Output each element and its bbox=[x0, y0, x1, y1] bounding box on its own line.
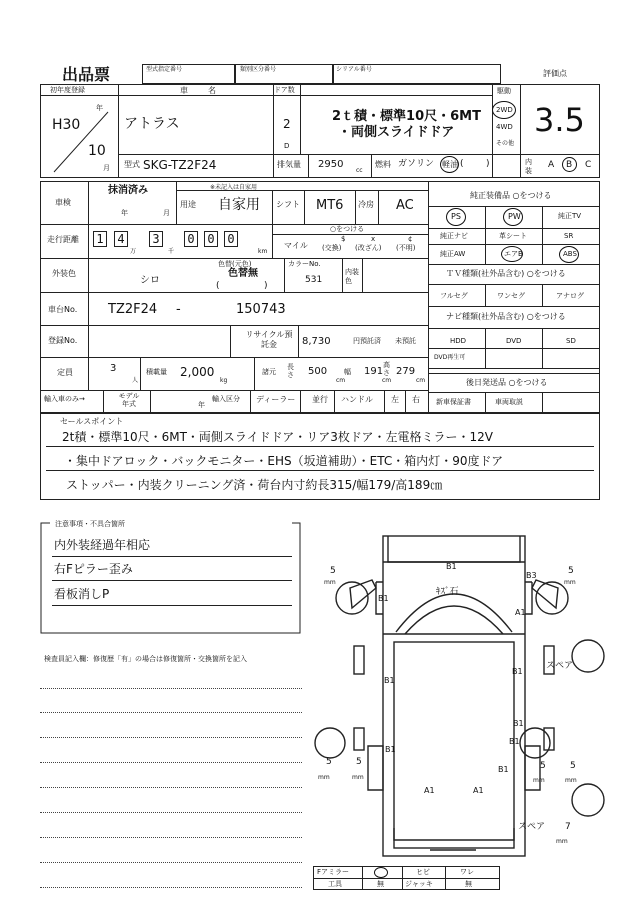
tsuki-label: 月 bbox=[103, 164, 110, 172]
opts-title: 純正装備品 ○をつける bbox=[470, 191, 552, 200]
rui-label: 類別区分番号 bbox=[240, 66, 277, 73]
mm-unit: mm bbox=[556, 838, 568, 845]
door-value: 2 bbox=[283, 117, 291, 131]
tire-depth: 5 bbox=[540, 761, 546, 771]
haiki-label: 排気量 bbox=[277, 160, 301, 169]
odo-digit: 4 bbox=[114, 231, 128, 247]
opt-navi: 純正ナビ bbox=[440, 232, 468, 240]
ato-title: 後日発送品 ○をつける bbox=[466, 378, 548, 387]
iroka-label: 色替(元色) bbox=[218, 260, 252, 268]
mm-unit: mm bbox=[565, 777, 577, 784]
daiban-value-2: 150743 bbox=[236, 302, 286, 317]
grade-value-2: ・両側スライドドア bbox=[338, 125, 455, 140]
note-item: 右Fピラー歪み bbox=[54, 562, 133, 576]
damage-mark: A1 bbox=[424, 786, 435, 795]
jack-label: ジャッキ bbox=[405, 880, 433, 888]
gaiso-value: シロ bbox=[140, 275, 160, 286]
shamei-value: アトラス bbox=[124, 116, 180, 132]
sen-unit: 千 bbox=[168, 248, 175, 255]
drive-other: その他 bbox=[496, 140, 515, 147]
nen-label: 年 bbox=[96, 104, 103, 112]
opt-pw: PW bbox=[508, 212, 521, 221]
mirror-label: Fアミラー bbox=[317, 868, 350, 876]
ato-torisetsu: 車両取説 bbox=[495, 398, 523, 406]
navi-dvd: DVD bbox=[506, 337, 522, 345]
drive-4wd: 4WD bbox=[496, 123, 513, 131]
ato-hosho: 新車保証書 bbox=[436, 398, 471, 406]
kaizan-sym: x bbox=[371, 235, 376, 243]
note-item: 内外装経過年相応 bbox=[54, 538, 151, 552]
left-label: 左 bbox=[391, 395, 399, 404]
hyoka-label: 評価点 bbox=[543, 69, 567, 78]
tire-depth: 5 bbox=[568, 566, 574, 576]
fuel-gasoline: ガソリン bbox=[398, 159, 435, 169]
sekisai-value: 2,000 bbox=[180, 365, 215, 379]
fumei-sym: ¢ bbox=[408, 235, 413, 243]
opt-leather: 革シート bbox=[499, 232, 527, 240]
naiso-iro-label: 内装色 bbox=[345, 268, 359, 285]
notes-label: 注意事項・不具合箇所 bbox=[55, 520, 125, 528]
teiin-label: 定員 bbox=[57, 368, 73, 377]
naiso-b-circle bbox=[562, 157, 577, 172]
opt-abs: ABS bbox=[563, 250, 577, 258]
mm-unit: mm bbox=[564, 579, 576, 586]
hibi-label: ヒビ bbox=[416, 868, 430, 876]
opt-pw-circle bbox=[503, 208, 523, 226]
opt-sr: SR bbox=[564, 232, 574, 240]
fuel-paren-close: ) bbox=[486, 159, 490, 169]
shaken-label: 車検 bbox=[55, 198, 71, 207]
jack-value: 無 bbox=[465, 880, 472, 888]
daiban-label: 車台No. bbox=[48, 305, 78, 314]
right-label: 右 bbox=[412, 395, 420, 404]
tv-analog: アナログ bbox=[556, 292, 584, 300]
drive-2wd-circle bbox=[492, 101, 516, 119]
kaizan-label: (改ざん) bbox=[355, 244, 382, 252]
shift-value: MT6 bbox=[316, 198, 344, 213]
opt-airbag-circle bbox=[501, 246, 523, 262]
odo-digit: 3 bbox=[149, 231, 163, 247]
kg-unit: kg bbox=[220, 377, 228, 384]
mm-unit: mm bbox=[533, 777, 545, 784]
opt-tv: 純正TV bbox=[558, 212, 582, 220]
tire-depth: 5 bbox=[326, 757, 332, 767]
score-value: 3.5 bbox=[534, 101, 585, 139]
naiso-b: B bbox=[566, 160, 573, 170]
damage-mark: B1 bbox=[446, 562, 457, 571]
damage-mark: B1 bbox=[513, 719, 524, 728]
odo-digit: 0 bbox=[204, 231, 218, 247]
cm-unit-2: cm bbox=[382, 377, 392, 384]
mile-label: マイル bbox=[284, 241, 308, 250]
tire-depth: 5 bbox=[330, 566, 336, 576]
naiso-a: A bbox=[548, 160, 555, 170]
cc-unit: cc bbox=[356, 167, 363, 174]
spare-label-2: スペア bbox=[518, 822, 546, 832]
kizu-label: ｷｽﾞ石 bbox=[436, 587, 459, 597]
shaken-nen: 年 bbox=[121, 209, 128, 217]
opt-aw: 純正AW bbox=[440, 250, 466, 258]
sales-line-1: 2t積・標準10尺・6MT・両側スライドドア・リア3枚ドア・左電格ミラー・12V bbox=[62, 430, 493, 444]
mirror-circle bbox=[374, 867, 388, 878]
haba-label: 幅 bbox=[344, 368, 351, 376]
sales-line-2: ・集中ドアロック・バックモニター・EHS（坂道補助）・ETC・箱内灯・90度ドア bbox=[64, 454, 504, 468]
odo-digit: 0 bbox=[184, 231, 198, 247]
opt-ps: PS bbox=[451, 212, 461, 221]
tire-depth: 5 bbox=[570, 761, 576, 771]
damage-mark: B1 bbox=[384, 676, 395, 685]
kata-label: 型式指定番号 bbox=[146, 66, 183, 73]
dealer-label: ディーラー bbox=[256, 395, 296, 404]
reibo-value: AC bbox=[396, 198, 414, 213]
year-value: H30 bbox=[52, 117, 81, 133]
daiban-value-1: TZ2F24 bbox=[108, 302, 158, 317]
model-label: モデル年式 bbox=[118, 392, 140, 408]
door-label: ドア数 bbox=[274, 86, 295, 94]
note-item: 看板消しP bbox=[54, 587, 110, 601]
haiki-value: 2950 bbox=[318, 159, 344, 170]
koukan-label: (交換) bbox=[322, 244, 342, 252]
tire-depth: 5 bbox=[356, 757, 362, 767]
daiban-dash: - bbox=[176, 302, 181, 317]
riyou-note: ※未記入は自家用 bbox=[210, 184, 258, 191]
opt-ps-circle bbox=[446, 208, 466, 226]
tv-title: ＴＶ種類(社外品含む) ○をつける bbox=[446, 269, 566, 278]
damage-mark: A1 bbox=[515, 608, 526, 617]
navi-sd: SD bbox=[566, 337, 576, 345]
shift-label: シフト bbox=[276, 200, 300, 209]
yunyu-label: 輸入車のみ→ bbox=[44, 395, 85, 403]
recycle-mi: 未預託 bbox=[395, 337, 416, 345]
navi-title: ナビ種類(社外品含む) ○をつける bbox=[446, 312, 566, 321]
koukan-sym: $ bbox=[341, 235, 346, 243]
model-nen: 年 bbox=[198, 401, 205, 409]
sekisai-label: 積載量 bbox=[146, 368, 167, 376]
odo-digit: 0 bbox=[224, 231, 238, 247]
cm-unit-3: cm bbox=[416, 377, 426, 384]
riyou-label: 用途 bbox=[180, 200, 196, 209]
iroka-value: 色替無 bbox=[228, 268, 258, 279]
reibo-label: 冷房 bbox=[358, 200, 374, 209]
spare-depth: 7 bbox=[565, 822, 571, 832]
shaken-gatsu: 月 bbox=[163, 209, 170, 217]
shaken-value: 抹消済み bbox=[108, 185, 148, 196]
gaiso-label: 外装色 bbox=[52, 269, 76, 278]
damage-mark: B1 bbox=[385, 745, 396, 754]
iroka-paren-close: ) bbox=[264, 281, 268, 291]
ware-label: ワレ bbox=[460, 868, 474, 876]
navi-hdd: HDD bbox=[450, 337, 467, 345]
maru-note: ○をつける bbox=[330, 225, 365, 233]
drive-label: 駆動 bbox=[497, 87, 511, 95]
damage-mark: B1 bbox=[512, 667, 523, 676]
grade-value: 2ｔ積・標準10尺・6MT bbox=[332, 109, 481, 124]
taka-label: 高さ bbox=[383, 361, 390, 377]
mm-unit: mm bbox=[352, 774, 364, 781]
month-value: 10 bbox=[88, 143, 106, 159]
heiko-label: 並行 bbox=[312, 395, 328, 404]
kyori-label: 走行距離 bbox=[47, 235, 79, 244]
width-value: 191 bbox=[364, 366, 384, 377]
dvd-label: DVD再生可 bbox=[434, 354, 466, 361]
spare-label-1: スペア bbox=[546, 661, 574, 671]
shamei-label: 車名 bbox=[180, 86, 236, 95]
cm-unit-1: cm bbox=[336, 377, 346, 384]
damage-mark: B1 bbox=[498, 765, 509, 774]
color-no-value: 531 bbox=[305, 275, 323, 285]
inspector-note: 検査員記入欄：修復歴「有」の場合は修復箇所・交換箇所を記入 bbox=[44, 655, 247, 663]
km-unit: km bbox=[258, 248, 268, 255]
tv-full: フルセグ bbox=[440, 292, 468, 300]
shogen-label: 諸元 bbox=[262, 368, 276, 376]
damage-mark: B1 bbox=[378, 594, 389, 603]
damage-mark: B1 bbox=[509, 737, 520, 746]
height-value: 279 bbox=[396, 366, 416, 377]
yunyu-kubun: 輸入区分 bbox=[212, 395, 240, 403]
fumei-label: (不明) bbox=[396, 244, 416, 252]
man-unit: 万 bbox=[130, 248, 137, 255]
damage-mark: B3 bbox=[526, 571, 537, 580]
fuel-paren-open: ( bbox=[460, 159, 464, 169]
kogu-label: 工具 bbox=[328, 880, 342, 888]
fuel-keiyu-circle bbox=[440, 156, 459, 173]
sales-line-3: ストッパー・内装クリーニング済・荷台内寸約長315/幅179/高189㎝ bbox=[66, 478, 443, 492]
katashiki-label: 型式 bbox=[124, 160, 140, 169]
katashiki-value: SKG-TZ2F24 bbox=[143, 158, 217, 172]
fuel-keiyu: 軽油 bbox=[442, 160, 458, 169]
odo-digit: 1 bbox=[93, 231, 107, 247]
color-no-label: カラーNo. bbox=[288, 260, 321, 268]
mm-unit: mm bbox=[318, 774, 330, 781]
riyou-value: 自家用 bbox=[218, 197, 260, 213]
mm-unit: mm bbox=[324, 579, 336, 586]
tv-one: ワンセグ bbox=[497, 292, 525, 300]
kogu-value: 無 bbox=[377, 880, 384, 888]
recycle-value: 8,730 bbox=[302, 336, 331, 347]
damage-mark: A1 bbox=[473, 786, 484, 795]
iroka-paren-open: ( bbox=[216, 281, 220, 291]
naiso-label: 内装 bbox=[525, 158, 532, 175]
fuel-label: 燃料 bbox=[375, 160, 391, 169]
recycle-unit: 円預託済 bbox=[353, 337, 381, 345]
sales-label: セールスポイント bbox=[60, 417, 124, 426]
length-value: 500 bbox=[308, 366, 328, 377]
opt-abs-circle bbox=[559, 246, 579, 263]
shonendo-label: 初年度登録 bbox=[50, 86, 85, 94]
serial-label: シリアル番号 bbox=[336, 66, 372, 73]
teiin-value: 3 bbox=[110, 363, 117, 374]
handle-label: ハンドル bbox=[341, 395, 373, 404]
opt-airbag: エアB bbox=[504, 250, 523, 258]
door-unit: D bbox=[284, 142, 290, 150]
nin-unit: 人 bbox=[132, 377, 139, 384]
naiso-c: C bbox=[585, 160, 592, 170]
drive-2wd: 2WD bbox=[496, 106, 513, 114]
recycle-label: リサイクル預託金 bbox=[245, 330, 293, 349]
naga-label: 長さ bbox=[287, 363, 294, 379]
touroku-label: 登録No. bbox=[48, 336, 78, 345]
page-title: 出品票 bbox=[62, 65, 111, 84]
